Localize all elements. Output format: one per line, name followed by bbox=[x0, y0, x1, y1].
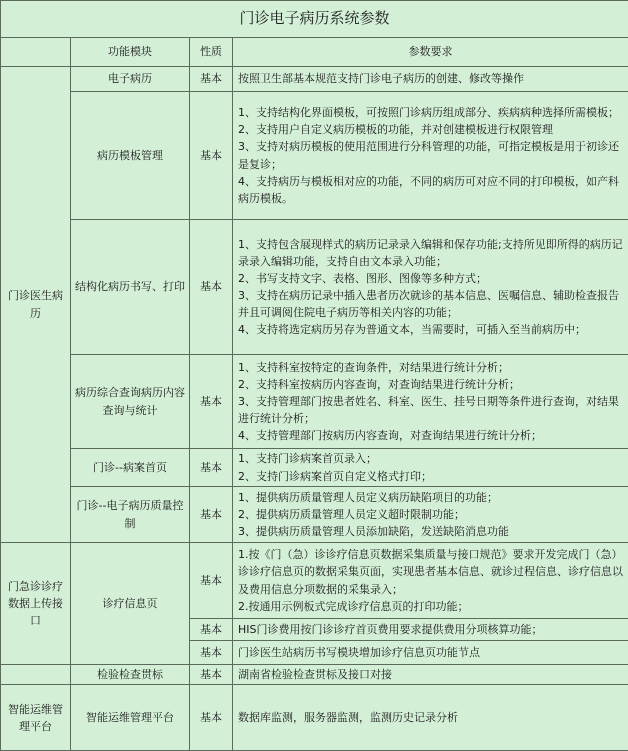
requirement-cell bbox=[233, 220, 628, 355]
table-title: 门诊电子病历系统参数 bbox=[1, 1, 628, 38]
requirement-line: 数据库监测，服务器监测，监测历史记录分析 bbox=[238, 711, 458, 725]
nature-cell: 基本 bbox=[190, 641, 233, 665]
table-row bbox=[1, 355, 628, 449]
requirement-cell bbox=[233, 355, 628, 449]
requirement-line: 4、支持病历与模板相对应的功能，不同的病历可对应不同的打印模板，如产科病历模板。 bbox=[238, 174, 619, 205]
requirement-line: 2、提供病历质量管理人员定义超时限制功能； bbox=[238, 507, 465, 521]
table-row bbox=[1, 665, 628, 685]
table-row bbox=[1, 67, 628, 92]
nature-cell: 基本 bbox=[190, 449, 233, 487]
requirement-line: HIS门诊费用按门诊诊疗首页费用要求提供费用分项核算功能； bbox=[238, 622, 543, 636]
requirement-cell bbox=[233, 67, 628, 92]
header-requirement: 参数要求 bbox=[233, 38, 628, 67]
module-cell: 智能运维管理平台 bbox=[71, 685, 190, 751]
module-cell: 电子病历 bbox=[71, 67, 190, 92]
header-nature: 性质 bbox=[190, 38, 233, 67]
header-row bbox=[1, 38, 628, 67]
nature-cell: 基本 bbox=[190, 67, 233, 92]
table-row bbox=[1, 543, 628, 619]
module-cell: 门诊--病案首页 bbox=[71, 449, 190, 487]
header-group-cell bbox=[1, 38, 71, 67]
table-row bbox=[1, 220, 628, 355]
requirement-cell bbox=[233, 449, 628, 487]
requirement-line: 按照卫生部基本规范支持门诊电子病历的创建、修改等操作 bbox=[238, 72, 524, 86]
module-cell: 病历模板管理 bbox=[71, 92, 190, 220]
nature-cell: 基本 bbox=[190, 487, 233, 543]
requirement-line: 2、支持用户自定义病历模板的功能，并对创建模板进行权限管理 bbox=[238, 123, 553, 137]
table-row bbox=[1, 685, 628, 751]
requirement-cell bbox=[233, 641, 628, 665]
requirement-line: 4、支持将选定病历另存为普通文本，当需要时，可插入至当前病历中； bbox=[238, 323, 586, 337]
requirement-line: 3、支持在病历记录中插入患者历次就诊的基本信息、医嘱信息、辅助检查报告并且可调阅住院电子病历等相关内容的功能； bbox=[238, 289, 619, 320]
module-cell: 检验检查贯标 bbox=[71, 665, 190, 685]
requirement-line: 门诊医生站病历书写模块增加诊疗信息页功能节点 bbox=[238, 645, 480, 659]
requirement-line: 2.按通用示例板式完成诊疗信息页的打印功能； bbox=[238, 599, 469, 613]
requirement-line: 1、支持科室按特定的查询条件，对结果进行统计分析； bbox=[238, 360, 509, 374]
requirement-cell bbox=[233, 665, 628, 685]
requirement-line: 3、提供病历质量管理人员添加缺陷，发送缺陷消息功能 bbox=[238, 525, 509, 539]
table-row bbox=[1, 92, 628, 220]
requirement-cell bbox=[233, 543, 628, 619]
requirement-line: 湖南省检验检查贯标及接口对接 bbox=[238, 668, 392, 681]
requirement-line: 1、支持包含展现样式的病历记录录入编辑和保存功能;支持所见即所得的病历记录录入编辑功能，支持自由文本录入功能； bbox=[238, 237, 623, 268]
requirement-line: 3、支持管理部门按患者姓名、科室、医生、挂号日期等条件进行查询，对结果进行统计分析； bbox=[238, 394, 619, 426]
nature-cell: 基本 bbox=[190, 355, 233, 449]
requirement-line: 2、支持门诊病案首页自定义格式打印； bbox=[238, 469, 432, 483]
requirement-cell bbox=[233, 487, 628, 543]
group-outpatient-emr: 门诊医生病历 bbox=[1, 67, 71, 543]
requirement-line: 1、提供病历质量管理人员定义病历缺陷项目的功能； bbox=[238, 490, 498, 504]
module-cell: 结构化病历书写、打印 bbox=[71, 220, 190, 355]
group-ops: 智能运维管理平台 bbox=[1, 685, 71, 751]
table-row bbox=[1, 487, 628, 543]
nature-cell: 基本 bbox=[190, 665, 233, 685]
requirement-line: 4、支持管理部门按病历内容查询，对查询结果进行统计分析； bbox=[238, 429, 542, 443]
nature-cell: 基本 bbox=[190, 543, 233, 619]
requirement-line: 2、支持科室按病历内容查询，对查询结果进行统计分析； bbox=[238, 377, 520, 391]
requirement-line: 1、支持结构化界面模板，可按照门诊病历组成部分、疾病病种选择所需模板； bbox=[238, 106, 619, 120]
requirement-cell bbox=[233, 619, 628, 641]
group-empty-cell bbox=[1, 665, 71, 685]
requirement-line: 3、支持对病历模板的使用范围进行分科管理的功能，可指定模板是用于初诊还是复诊； bbox=[238, 140, 619, 171]
requirement-line: 2、书写支持文字、表格、图形、图像等多种方式； bbox=[238, 271, 487, 285]
nature-cell: 基本 bbox=[190, 685, 233, 751]
nature-cell: 基本 bbox=[190, 220, 233, 355]
header-module: 功能模块 bbox=[71, 38, 190, 67]
table-row bbox=[1, 449, 628, 487]
requirement-cell bbox=[233, 92, 628, 220]
nature-cell: 基本 bbox=[190, 92, 233, 220]
requirement-cell bbox=[233, 685, 628, 751]
module-cell: 病历综合查询病历内容查询与统计 bbox=[71, 355, 190, 449]
group-interface: 门急诊诊疗数据上传接口 bbox=[1, 543, 71, 665]
module-cell: 门诊--电子病历质量控制 bbox=[71, 487, 190, 543]
nature-cell: 基本 bbox=[190, 619, 233, 641]
requirement-line: 1、支持门诊病案首页录入； bbox=[238, 452, 377, 466]
module-cell: 诊疗信息页 bbox=[71, 543, 190, 665]
requirement-line: 1.按《门（急）诊诊疗信息页数据采集质量与接口规范》要求开发完成门（急）诊诊疗信息页的数据采集页面，实现患者基本信息、就诊过程信息、诊疗信息以及费用信息分项数据的采集录入； bbox=[238, 548, 623, 596]
title-row bbox=[1, 1, 628, 38]
